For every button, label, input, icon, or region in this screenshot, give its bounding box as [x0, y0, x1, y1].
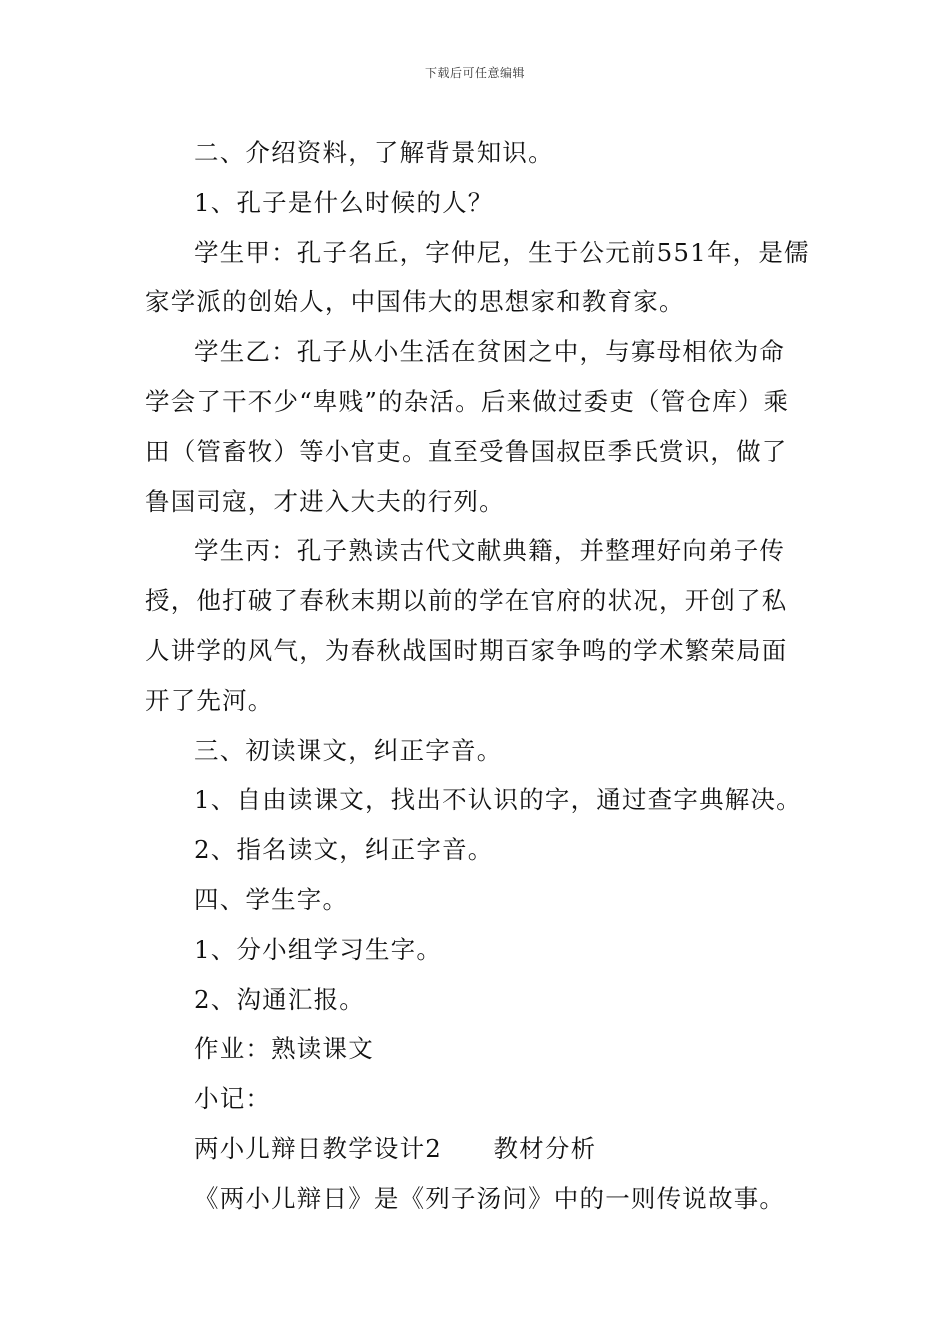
- paragraph: 1、孔子是什么时候的人？: [194, 187, 494, 217]
- page-header: 下载后可任意编辑: [424, 66, 525, 80]
- paragraph: 1、自由读课文，找出不认识的字，通过查字典解决。: [194, 785, 802, 815]
- paragraph: 2、指名读文，纠正字音。: [194, 835, 494, 865]
- paragraph: 小记：: [194, 1084, 272, 1114]
- paragraph: 学生甲：孔子名丘，字仲尼，生于公元前551年，是儒家学派的创始人，中国伟大的思想家和教育家。: [145, 237, 810, 317]
- paragraph: 1、分小组学习生字。: [194, 934, 443, 964]
- paragraph: 学生乙：孔子从小生活在贫困之中，与寡母相依为命学会了干不少“卑贱”的杂活。后来做过委吏（管仓库）乘田（管畜牧）等小官吏。直至受鲁国叔臣季氏赏识，做了鲁国司寇，才进入大夫的行列。: [145, 337, 790, 516]
- paragraph: 2、沟通汇报。: [194, 984, 365, 1014]
- paragraph: 学生丙：孔子熟读古代文献典籍，并整理好向弟子传授，他打破了春秋末期以前的学在官府的状况，开创了私人讲学的风气，为春秋战国时期百家争鸣的学术繁荣局面开了先河。: [145, 536, 788, 715]
- paragraph: 二、介绍资料，了解背景知识。: [194, 138, 554, 167]
- paragraph: 《两小儿辩日》是《列子汤问》中的一则传说故事。: [194, 1183, 786, 1213]
- paragraph: 四、学生字。: [194, 884, 349, 914]
- paragraph: 作业：熟读课文: [194, 1034, 374, 1064]
- document-body: [145, 128, 810, 1224]
- section-title: 两小儿辩日教学设计2 教材分析: [194, 1133, 597, 1163]
- paragraph: 三、初读课文，纠正字音。: [194, 735, 503, 765]
